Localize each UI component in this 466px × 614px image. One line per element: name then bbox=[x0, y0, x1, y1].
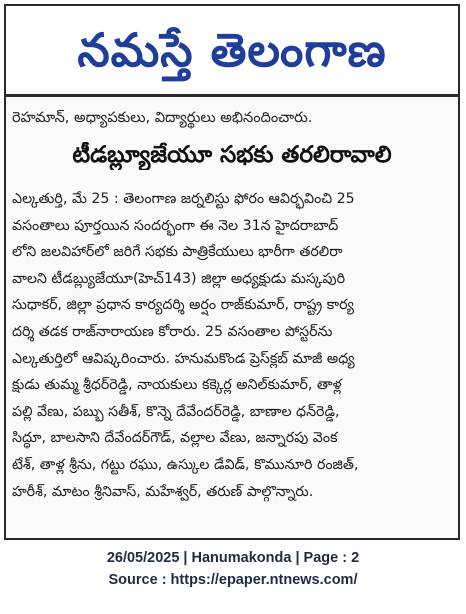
masthead-logo: నమస్తే తెలంగాణ bbox=[77, 23, 387, 77]
newspaper-clipping bbox=[4, 4, 460, 540]
body-line: వాలని టీడబ్ల్యుజేయూ(హెచ్143) జిల్లా అధ్యక్షుడు మస్కపురి bbox=[12, 270, 346, 287]
article-headline: టీడబ్ల్యూజేయూ సభకు తరలిరావాలి bbox=[72, 142, 392, 168]
body-line: ఎల్కతుర్తి, మే 25 : తెలంగాణ జర్నలిస్టు ఫోరం ఆవిర్భవించి 25 bbox=[12, 191, 355, 207]
previous-article-tail: రెహమాన్, అధ్యాపకులు, విద్యార్థులు అభినందించారు. bbox=[12, 110, 313, 126]
masthead-divider bbox=[6, 94, 458, 97]
edition-info: 26/05/2025 | Hanumakonda | Page : 2 bbox=[106, 550, 360, 566]
body-line: వసంతాలు పూర్తయిన సందర్భంగా ఈ నెల 31న హైదరాబాద్ bbox=[12, 217, 339, 234]
clipping-footer bbox=[0, 547, 466, 591]
body-line: హరీశ్, మాటం శ్రీనివాస్, మహేశ్వర్, తరుణ్ పాల్గొన్నారు. bbox=[12, 483, 314, 500]
body-line: సిద్ధూ, బాలసాని దేవేందర్‌గౌడ్, వల్లాల వేణు, జన్నారపు వెంక bbox=[12, 430, 338, 447]
body-line: సుధాకర్, జిల్లా ప్రధాన కార్యదర్శి అర్షం రాజ్‌కుమార్, రాష్ట్ర కార్య bbox=[12, 297, 354, 314]
body-line: టేశ్, తాళ్ల శ్రీను, గట్టు రఘు, ఉస్కుల డేవిడ్, కొమునూరి రంజిత్, bbox=[12, 456, 359, 473]
article-body bbox=[12, 186, 452, 505]
body-line: లోని జలవిహార్‌లో జరిగే సభకు పాత్రికేయులు భారీగా తరలిరా bbox=[12, 244, 343, 261]
body-line: దర్శి తడక రాజ్‌నారాయణ కోరారు. 25 వసంతాల పోస్టర్‌ను bbox=[12, 323, 333, 340]
body-line: క్షుడు తుమ్మ శ్రీధర్‌రెడ్డి, నాయకులు కక్కెర్ల అనిల్‌కుమార్, తాళ్ల bbox=[12, 377, 342, 394]
body-line: ఎల్కతుర్తిలో ఆవిష్కరించారు. హనుమకొండ ప్రెస్‌క్లబ్ మాజీ అధ్య bbox=[12, 350, 355, 367]
masthead bbox=[6, 6, 458, 94]
body-line: పల్లి వేణు, పబ్బు సతీశ్, కొన్నె దేవేందర్‌రెడ్డి, బాణాల ధన్‌రెడ్డి, bbox=[12, 403, 340, 420]
source-link[interactable]: Source : https://epaper.ntnews.com/ bbox=[108, 572, 358, 588]
